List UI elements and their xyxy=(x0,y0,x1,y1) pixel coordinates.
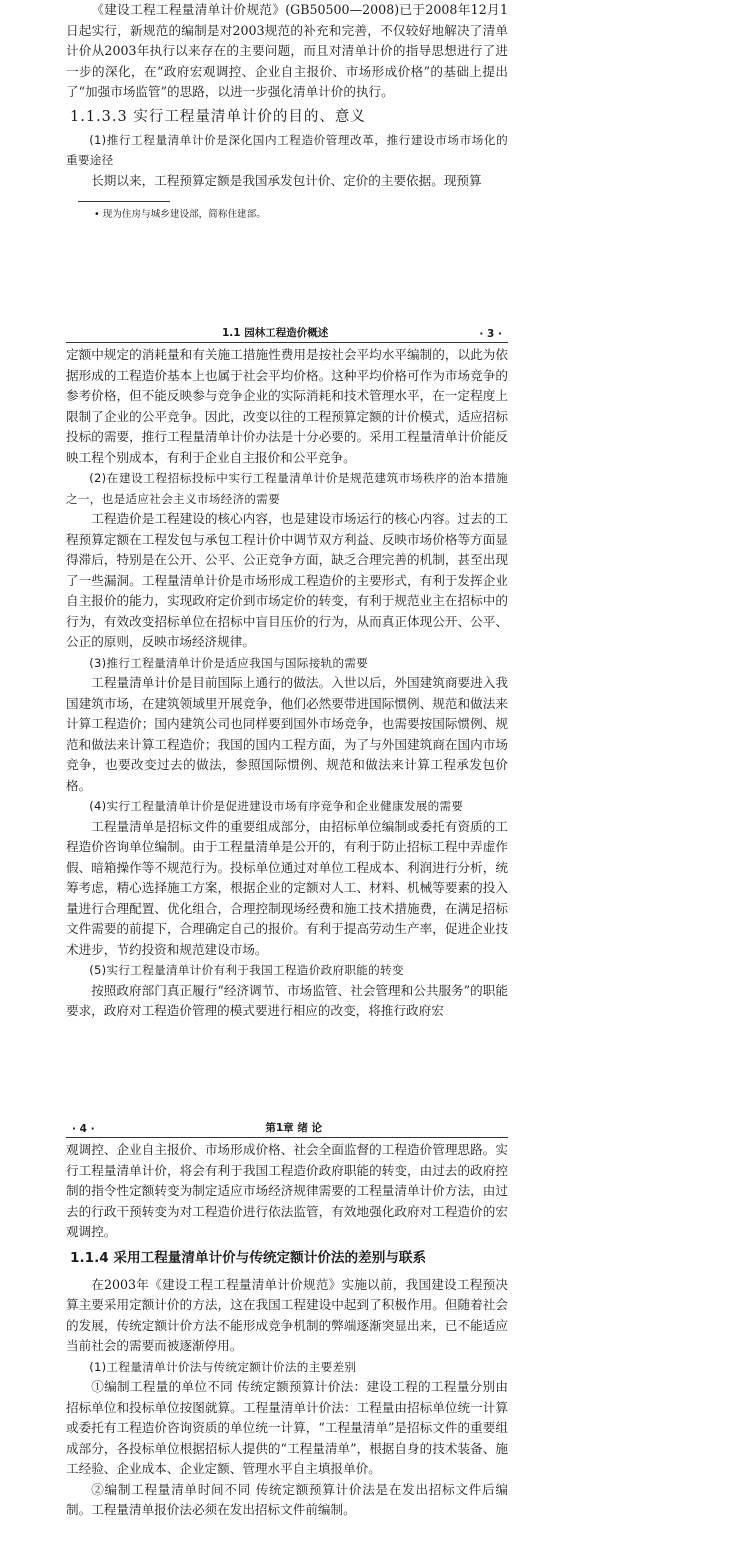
subheading-1: (1)推行工程量清单计价是深化国内工程造价管理改革，推行建设市场市场化的重要途径 xyxy=(66,132,508,167)
running-header xyxy=(66,1120,508,1138)
body-paragraph: 在2003年《建设工程工程量清单计价规范》实施以前，我国建设工程预决算主要采用定额计价的方法，这在我国工程建设中起到了积极作用。但随着社会的发展，传统定额计价方法不能形成竞争机制的弊端逐渐突显出来，已不能适应当前社会的需要而被逐渐停用。 xyxy=(66,1276,508,1353)
top-page-fragment xyxy=(66,0,508,222)
page-number: · 4 · xyxy=(72,1123,95,1135)
subheading-2: (2)在建设工程招标投标中实行工程量清单计价是规范建筑市场秩序的治本措施之一，也是适应社会主义市场经济的需要 xyxy=(66,471,508,506)
body-paragraph: ①编制工程量的单位不同 传统定额预算计价法：建设工程的工程量分别由招标单位和投标单位按图就算。工程量清单计价法：工程量由招标单位统一计算或委托有工程造价咨询资质的单位统一计算，“工程量清单”是招标文件的重要组成部分，各投标单位根据招标人提供的“工程量清单”，根据自身的技术装备、施工经验、企业成本、企业定额、管理水平自主填报单价。 xyxy=(66,1379,508,1476)
body-paragraph: 长期以来，工程预算定额是我国承发包计价、定价的主要依据。现预算 xyxy=(91,172,482,188)
section-heading-1-1-4: 1.1.4 采用工程量清单计价与传统定额计价法的差别与联系 xyxy=(70,1249,427,1266)
body-paragraph: 工程量清单是招标文件的重要组成部分，由招标单位编制或委托有资质的工程造价咨询单位编制。由于工程量清单是公开的，有利于防止招标工程中弄虚作假、暗箱操作等不规范行为。投标单位通过对单位工程成本、利润进行分析，统筹考虑，精心选择施工方案，根据企业的定额对人工、材料、机械等要素的投入量进行合理配置、优化组合，合理控制现场经费和施工技术措施费，在满足招标文件需要的前提下，合理确定自己的报价。有利于提高劳动生产率，促进企业技术进步，节约投资和规范建设市场。 xyxy=(66,818,508,957)
page-3 xyxy=(66,325,508,1022)
body-paragraph: 《建设工程工程量清单计价规范》(GB50500—2008)已于2008年12月1日起实行，新规范的编制是对2003规范的补充和完善，不仅较好地解决了清单计价从2003年执行以来存在的主要问题，而且对清单计价的指导思想进行了进一步的深化，在“政府宏观调控、企业自主报价、市场形成价格”的基础上提出了“加强市场监管”的思路，以进一步强化清单计价的执行。 xyxy=(66,2,508,99)
chapter-title: 第1章 绪 论 xyxy=(265,1122,322,1134)
footnote-marker-icon: • xyxy=(94,209,100,220)
subheading-1: (1)工程量清单计价法与传统定额计价法的主要差别 xyxy=(89,1359,357,1374)
subheading-3: (3)推行工程量清单计价是适应我国与国际接轨的需要 xyxy=(89,655,369,670)
section-heading-1-1-3-3: 1.1.3.3 实行工程量清单计价的目的、意义 xyxy=(70,108,366,125)
body-paragraph: ②编制工程量清单时间不同 传统定额预算计价法是在发出招标文件后编制。工程量清单报价法必须在发出招标文件前编制。 xyxy=(66,1481,508,1517)
running-header xyxy=(66,325,508,343)
page-4 xyxy=(66,1120,508,1521)
subheading-5: (5)实行工程量清单计价有利于我国工程造价政府职能的转变 xyxy=(89,963,404,977)
footnote-rule xyxy=(78,201,170,202)
footnote-text: 现为住房与城乡建设部，简称住建部。 xyxy=(102,209,266,220)
footnote xyxy=(94,208,508,222)
body-paragraph: 观调控、企业自主报价、市场形成价格、社会全面监督的工程造价管理思路。实行工程量清单计价，将会有利于我国工程造价政府职能的转变，由过去的政府控制的指令性定额转变为制定适应市场经济规律需要的工程量清单计价方法，由过去的行政干预转变为对工程造价进行依法监管，有效地强化政府对工程造价的宏观调控。 xyxy=(66,1142,508,1239)
body-paragraph: 工程造价是工程建设的核心内容，也是建设市场运行的核心内容。过去的工程预算定额在工程发包与承包工程计价中调节双方利益、反映市场价格等方面显得滞后，特别是在公开、公平、公正竞争方面，缺乏合理完善的机制，甚至出现了一些漏洞。工程量清单计价是市场形成工程造价的主要形式，有利于发挥企业自主报价的能力，实现政府定价到市场定价的转变，有利于规范业主在招标中的行为，有效改变招标单位在招标中盲目压价的行为，从而真正体现公开、公平、公正的原则，反映市场经济规律。 xyxy=(66,511,508,649)
subheading-4: (4)实行工程量清单计价是促进建设市场有序竞争和企业健康发展的需要 xyxy=(89,799,464,813)
body-paragraph: 工程量清单计价是目前国际上通行的做法。入世以后，外国建筑商要进入我国建筑市场，在建筑领域里开展竞争，他们必然要带进国际惯例、规范和做法来计算工程造价；国内建筑公司也同样要到国外市场竞争，也需要按国际惯例、规范和做法来计算工程造价；我国的国内工程方面，为了与外国建筑商在国内市场竞争，也要改变过去的做法，参照国际惯例、规范和做法来计算工程承发包价格。 xyxy=(66,675,508,793)
body-paragraph: 定额中规定的消耗量和有关施工措施性费用是按社会平均水平编制的，以此为依据形成的工程造价基本上也属于社会平均价格。这种平均价格可作为市场竞争的参考价格，但不能反映参与竞争企业的实际消耗和技术管理水平，在一定程度上限制了企业的公平竞争。因此，改变以往的工程预算定额的计价模式，适应招标投标的需要，推行工程量清单计价办法是十分必要的。采用工程量清单计价能反映工程个别成本，有利于企业自主报价和公平竞争。 xyxy=(66,347,508,465)
page-number: · 3 · xyxy=(479,328,502,340)
header-left: 1.1 园林工程造价概述 xyxy=(222,327,329,339)
body-paragraph: 按照政府部门真正履行“经济调节、市场监管、社会管理和公共服务”的职能要求，政府对工程造价管理的模式要进行相应的改变，将推行政府宏 xyxy=(66,982,508,1018)
